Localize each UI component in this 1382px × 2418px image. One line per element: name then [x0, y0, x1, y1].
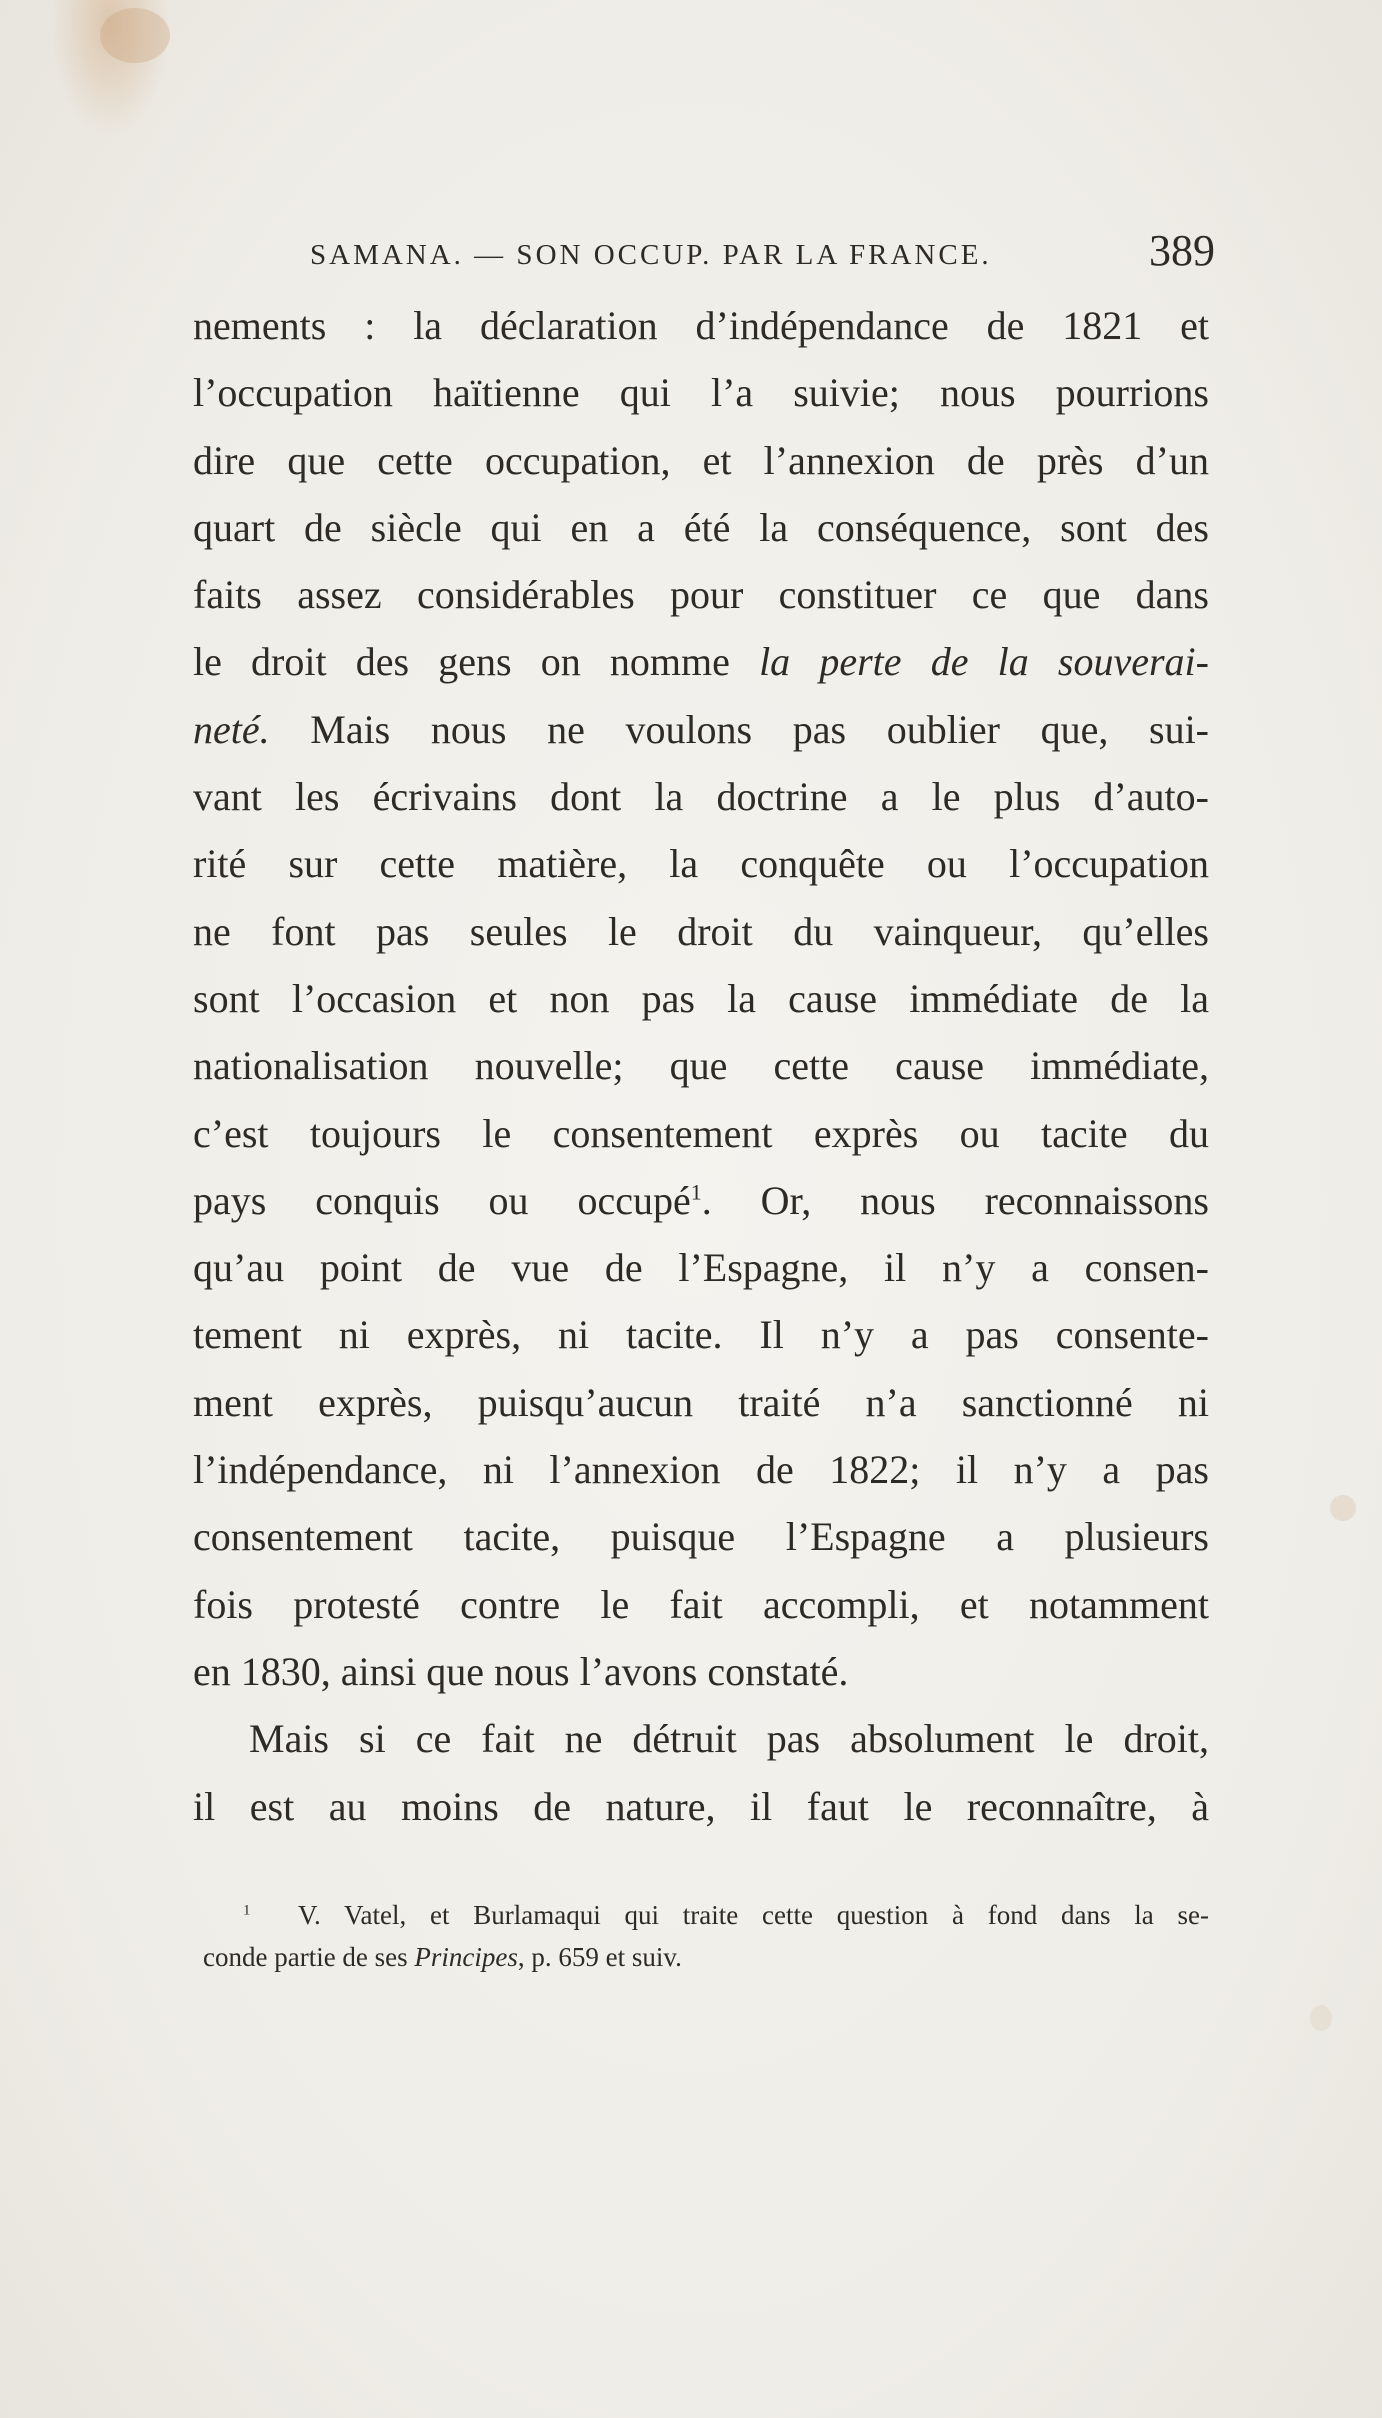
text-line: fois protesté contre le fait accompli, et notamment	[193, 1581, 1209, 1627]
text-line: quart de siècle qui en a été la conséquence, sont des	[193, 504, 1209, 550]
text-segment: . Or, nous reconnaissons	[701, 1177, 1209, 1223]
text-line: ment exprès, puisqu’aucun traité n’a sanctionné ni	[193, 1379, 1209, 1425]
text-line: nationalisation nouvelle; que cette cause immédiate,	[193, 1043, 1209, 1089]
italic-phrase: la perte de la souverai-	[759, 639, 1209, 685]
text-line	[193, 1167, 1209, 1234]
footnotes	[203, 1894, 1209, 1978]
text-line: faits assez considérables pour constituer ce que dans	[193, 572, 1209, 618]
text-line: en 1830, ainsi que nous l’avons constaté.	[193, 1648, 849, 1694]
text-line: tement ni exprès, ni tacite. Il n’y a pas consente-	[193, 1312, 1209, 1358]
italic-phrase: neté.	[193, 706, 270, 752]
footnote-text: V. Vatel, et Burlamaqui qui traite cette question à fond dans la se-	[297, 1900, 1210, 1930]
text-line: vant les écrivains dont la doctrine a le plus d’auto-	[193, 774, 1209, 820]
text-segment: le droit des gens on nomme	[193, 639, 760, 685]
running-head: SAMANA. — SON OCCUP. PAR LA FRANCE.	[310, 239, 992, 271]
footnote-italic: Principes	[414, 1942, 518, 1972]
page-header	[310, 225, 1215, 285]
text-line: qu’au point de vue de l’Espagne, il n’y a consen-	[193, 1245, 1209, 1291]
text-line: l’indépendance, ni l’annexion de 1822; il n’y a pas	[193, 1447, 1209, 1493]
text-segment: pays conquis ou occupé	[193, 1177, 691, 1223]
foxing-stain	[1330, 1495, 1356, 1521]
text-line: sont l’occasion et non pas la cause immédiate de la	[193, 975, 1209, 1021]
body-text	[193, 292, 1209, 1840]
text-line: nements : la déclaration d’indépendance de 1821 et	[193, 303, 1209, 348]
text-line	[193, 696, 1209, 763]
text-line: c’est toujours le consentement exprès ou tacite du	[193, 1110, 1209, 1156]
text-line	[193, 628, 1209, 695]
text-line: l’occupation haïtienne qui l’a suivie; nous pourrions	[193, 370, 1209, 416]
text-line: ne font pas seules le droit du vainqueur, qu’elles	[193, 908, 1209, 954]
footnote-reference: 1	[690, 1179, 702, 1205]
paragraph-first-line: Mais si ce fait ne détruit pas absolument le droit,	[249, 1716, 1209, 1762]
footnote-text: conde partie de ses	[203, 1942, 415, 1972]
text-line: dire que cette occupation, et l’annexion de près d’un	[193, 437, 1209, 483]
page-number: 389	[1149, 226, 1215, 275]
foxing-stain	[1310, 2005, 1332, 2031]
footnote-line	[203, 1936, 1209, 1978]
text-line: consentement tacite, puisque l’Espagne a plusieurs	[193, 1514, 1209, 1560]
text-line: il est au moins de nature, il faut le reconnaître, à	[193, 1783, 1209, 1829]
text-segment: Mais nous ne voulons pas oublier que, sui-	[269, 706, 1209, 752]
footnote-text: , p. 659 et suiv.	[517, 1942, 682, 1972]
footnote-marker: 1	[243, 1902, 251, 1919]
text-line: rité sur cette matière, la conquête ou l’occupation	[193, 841, 1209, 887]
footnote-line	[203, 1894, 1209, 1936]
foxing-stain	[100, 8, 170, 63]
